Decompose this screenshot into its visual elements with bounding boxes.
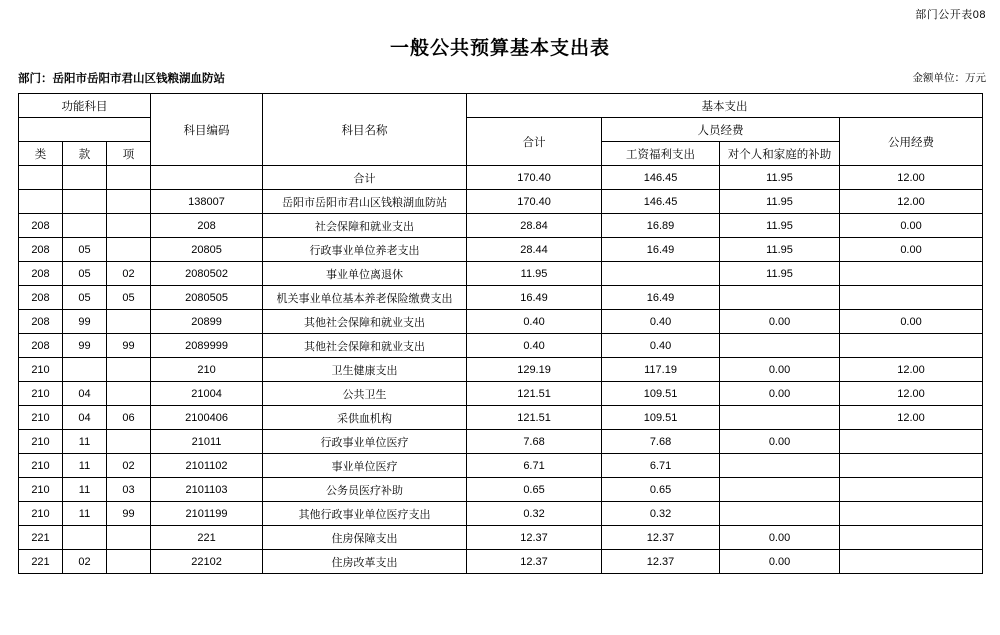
amount-unit-label: 金额单位：万元 [912, 72, 986, 84]
cell-total: 121.51 [467, 406, 602, 430]
cell-subsidy: 0.00 [720, 526, 840, 550]
cell-public-funds [840, 550, 983, 574]
department-line [18, 70, 225, 86]
cell-salary-welfare: 146.45 [602, 166, 720, 190]
cell-public-funds: 12.00 [840, 190, 983, 214]
cell-subsidy: 0.00 [720, 310, 840, 334]
cell-total: 6.71 [467, 454, 602, 478]
cell-salary-welfare: 109.51 [602, 406, 720, 430]
cell-public-funds: 0.00 [840, 310, 983, 334]
cell-salary-welfare: 7.68 [602, 430, 720, 454]
cell-subsidy [720, 334, 840, 358]
cell-public-funds [840, 478, 983, 502]
cell-lei: 208 [19, 310, 63, 334]
cell-lei: 208 [19, 262, 63, 286]
cell-salary-welfare: 12.37 [602, 526, 720, 550]
cell-salary-welfare: 117.19 [602, 358, 720, 382]
table-row [19, 502, 983, 526]
department-label: 部门： [18, 73, 53, 85]
cell-salary-welfare: 0.40 [602, 334, 720, 358]
table-row [19, 526, 983, 550]
cell-salary-welfare: 16.49 [602, 286, 720, 310]
cell-public-funds [840, 286, 983, 310]
cell-public-funds: 12.00 [840, 382, 983, 406]
cell-subsidy [720, 454, 840, 478]
cell-total: 0.65 [467, 478, 602, 502]
cell-total: 16.49 [467, 286, 602, 310]
header-lei: 类 [19, 142, 63, 166]
header-function-subject-spacer [19, 118, 151, 142]
cell-total: 7.68 [467, 430, 602, 454]
cell-public-funds [840, 430, 983, 454]
cell-public-funds [840, 526, 983, 550]
cell-subject-name: 卫生健康支出 [263, 358, 467, 382]
cell-kuan: 99 [63, 310, 107, 334]
cell-subject-code: 22102 [151, 550, 263, 574]
cell-kuan [63, 526, 107, 550]
cell-kuan: 04 [63, 382, 107, 406]
cell-kuan: 11 [63, 430, 107, 454]
cell-lei: 208 [19, 238, 63, 262]
cell-subject-code: 20805 [151, 238, 263, 262]
table-row [19, 190, 983, 214]
cell-lei: 210 [19, 478, 63, 502]
cell-lei [19, 190, 63, 214]
cell-total: 11.95 [467, 262, 602, 286]
cell-subsidy: 11.95 [720, 262, 840, 286]
cell-subsidy [720, 286, 840, 310]
cell-lei: 210 [19, 502, 63, 526]
table-row [19, 406, 983, 430]
cell-xiang: 02 [107, 454, 151, 478]
cell-subsidy [720, 406, 840, 430]
cell-salary-welfare: 109.51 [602, 382, 720, 406]
cell-kuan: 11 [63, 454, 107, 478]
budget-table [18, 93, 983, 574]
cell-total: 129.19 [467, 358, 602, 382]
cell-total: 121.51 [467, 382, 602, 406]
cell-lei: 210 [19, 406, 63, 430]
cell-subject-name: 行政事业单位养老支出 [263, 238, 467, 262]
cell-subsidy: 11.95 [720, 238, 840, 262]
table-body [19, 166, 983, 574]
cell-total: 170.40 [467, 166, 602, 190]
table-row [19, 262, 983, 286]
cell-kuan: 04 [63, 406, 107, 430]
cell-xiang [107, 238, 151, 262]
header-subject-name: 科目名称 [263, 94, 467, 166]
table-row [19, 358, 983, 382]
cell-public-funds: 12.00 [840, 358, 983, 382]
cell-subject-code: 221 [151, 526, 263, 550]
cell-lei: 208 [19, 214, 63, 238]
cell-lei: 210 [19, 454, 63, 478]
cell-lei: 208 [19, 334, 63, 358]
cell-public-funds: 12.00 [840, 166, 983, 190]
header-personnel-funds: 人员经费 [602, 118, 840, 142]
cell-subsidy: 0.00 [720, 550, 840, 574]
cell-total: 28.44 [467, 238, 602, 262]
cell-subsidy [720, 502, 840, 526]
cell-lei [19, 166, 63, 190]
cell-subject-code: 2101103 [151, 478, 263, 502]
form-code-label: 部门公开表08 [915, 9, 986, 21]
cell-public-funds: 12.00 [840, 406, 983, 430]
cell-subject-code: 208 [151, 214, 263, 238]
cell-lei: 210 [19, 382, 63, 406]
cell-kuan: 05 [63, 262, 107, 286]
cell-total: 28.84 [467, 214, 602, 238]
cell-subsidy: 11.95 [720, 166, 840, 190]
cell-salary-welfare: 6.71 [602, 454, 720, 478]
cell-salary-welfare [602, 262, 720, 286]
table-row [19, 478, 983, 502]
cell-public-funds [840, 262, 983, 286]
cell-kuan [63, 358, 107, 382]
cell-salary-welfare: 0.32 [602, 502, 720, 526]
cell-xiang: 02 [107, 262, 151, 286]
cell-subject-name: 岳阳市岳阳市君山区钱粮湖血防站 [263, 190, 467, 214]
header-function-subject: 功能科目 [19, 94, 151, 118]
cell-subsidy: 0.00 [720, 382, 840, 406]
cell-subject-name: 社会保障和就业支出 [263, 214, 467, 238]
cell-kuan: 11 [63, 502, 107, 526]
cell-subject-name: 公共卫生 [263, 382, 467, 406]
table-row [19, 238, 983, 262]
cell-xiang: 06 [107, 406, 151, 430]
table-row [19, 214, 983, 238]
table-row [19, 550, 983, 574]
table-row [19, 334, 983, 358]
cell-xiang: 03 [107, 478, 151, 502]
cell-subject-name: 其他社会保障和就业支出 [263, 334, 467, 358]
cell-subsidy: 11.95 [720, 214, 840, 238]
cell-subject-name: 住房保障支出 [263, 526, 467, 550]
cell-public-funds [840, 334, 983, 358]
cell-kuan [63, 214, 107, 238]
cell-lei: 221 [19, 550, 63, 574]
cell-salary-welfare: 12.37 [602, 550, 720, 574]
header-kuan: 款 [63, 142, 107, 166]
cell-subsidy [720, 478, 840, 502]
table-row [19, 166, 983, 190]
department-name: 岳阳市岳阳市君山区钱粮湖血防站 [52, 73, 225, 85]
cell-public-funds [840, 454, 983, 478]
cell-total: 12.37 [467, 526, 602, 550]
cell-lei: 210 [19, 430, 63, 454]
cell-lei: 210 [19, 358, 63, 382]
cell-xiang [107, 166, 151, 190]
cell-public-funds: 0.00 [840, 238, 983, 262]
cell-kuan: 02 [63, 550, 107, 574]
cell-subject-code: 20899 [151, 310, 263, 334]
cell-subject-name: 住房改革支出 [263, 550, 467, 574]
header-total: 合计 [467, 118, 602, 166]
cell-xiang: 99 [107, 334, 151, 358]
cell-subject-code: 21004 [151, 382, 263, 406]
cell-total: 0.40 [467, 334, 602, 358]
header-public-funds: 公用经费 [840, 118, 983, 166]
header-basic-expenditure: 基本支出 [467, 94, 983, 118]
cell-xiang [107, 526, 151, 550]
header-subject-code: 科目编码 [151, 94, 263, 166]
cell-kuan: 05 [63, 238, 107, 262]
table-head [19, 94, 983, 166]
cell-kuan: 11 [63, 478, 107, 502]
cell-subject-name: 行政事业单位医疗 [263, 430, 467, 454]
header-salary-welfare: 工资福利支出 [602, 142, 720, 166]
header-row-1 [19, 94, 983, 118]
table-row [19, 430, 983, 454]
cell-xiang [107, 382, 151, 406]
table-row [19, 310, 983, 334]
cell-subject-name: 公务员医疗补助 [263, 478, 467, 502]
cell-public-funds [840, 502, 983, 526]
cell-salary-welfare: 0.65 [602, 478, 720, 502]
cell-total: 0.32 [467, 502, 602, 526]
cell-xiang [107, 430, 151, 454]
cell-subject-code: 2080505 [151, 286, 263, 310]
cell-xiang [107, 214, 151, 238]
cell-subject-code: 210 [151, 358, 263, 382]
cell-subject-code: 2101102 [151, 454, 263, 478]
cell-xiang [107, 310, 151, 334]
cell-subsidy: 0.00 [720, 430, 840, 454]
cell-subject-name: 其他行政事业单位医疗支出 [263, 502, 467, 526]
cell-kuan: 05 [63, 286, 107, 310]
cell-public-funds: 0.00 [840, 214, 983, 238]
cell-xiang: 99 [107, 502, 151, 526]
cell-subject-name: 采供血机构 [263, 406, 467, 430]
cell-subject-name: 其他社会保障和就业支出 [263, 310, 467, 334]
cell-subsidy: 11.95 [720, 190, 840, 214]
cell-salary-welfare: 146.45 [602, 190, 720, 214]
header-xiang: 项 [107, 142, 151, 166]
cell-xiang: 05 [107, 286, 151, 310]
cell-lei: 221 [19, 526, 63, 550]
cell-subsidy: 0.00 [720, 358, 840, 382]
cell-subject-code [151, 166, 263, 190]
cell-salary-welfare: 0.40 [602, 310, 720, 334]
table-row [19, 382, 983, 406]
cell-xiang [107, 190, 151, 214]
cell-subject-code: 138007 [151, 190, 263, 214]
cell-subject-name: 合计 [263, 166, 467, 190]
table-row [19, 454, 983, 478]
cell-total: 12.37 [467, 550, 602, 574]
cell-subject-code: 2080502 [151, 262, 263, 286]
meta-row [18, 70, 986, 86]
cell-kuan [63, 166, 107, 190]
cell-lei: 208 [19, 286, 63, 310]
cell-subject-name: 事业单位医疗 [263, 454, 467, 478]
cell-subject-code: 2089999 [151, 334, 263, 358]
page-title: 一般公共预算基本支出表 [389, 38, 610, 59]
cell-subject-code: 2101199 [151, 502, 263, 526]
cell-subject-code: 2100406 [151, 406, 263, 430]
cell-xiang [107, 358, 151, 382]
cell-total: 0.40 [467, 310, 602, 334]
cell-subject-code: 21011 [151, 430, 263, 454]
header-subsidy: 对个人和家庭的补助 [720, 142, 840, 166]
cell-total: 170.40 [467, 190, 602, 214]
cell-subject-name: 机关事业单位基本养老保险缴费支出 [263, 286, 467, 310]
cell-xiang [107, 550, 151, 574]
cell-subject-name: 事业单位离退休 [263, 262, 467, 286]
cell-salary-welfare: 16.49 [602, 238, 720, 262]
cell-kuan: 99 [63, 334, 107, 358]
cell-kuan [63, 190, 107, 214]
cell-salary-welfare: 16.89 [602, 214, 720, 238]
table-row [19, 286, 983, 310]
